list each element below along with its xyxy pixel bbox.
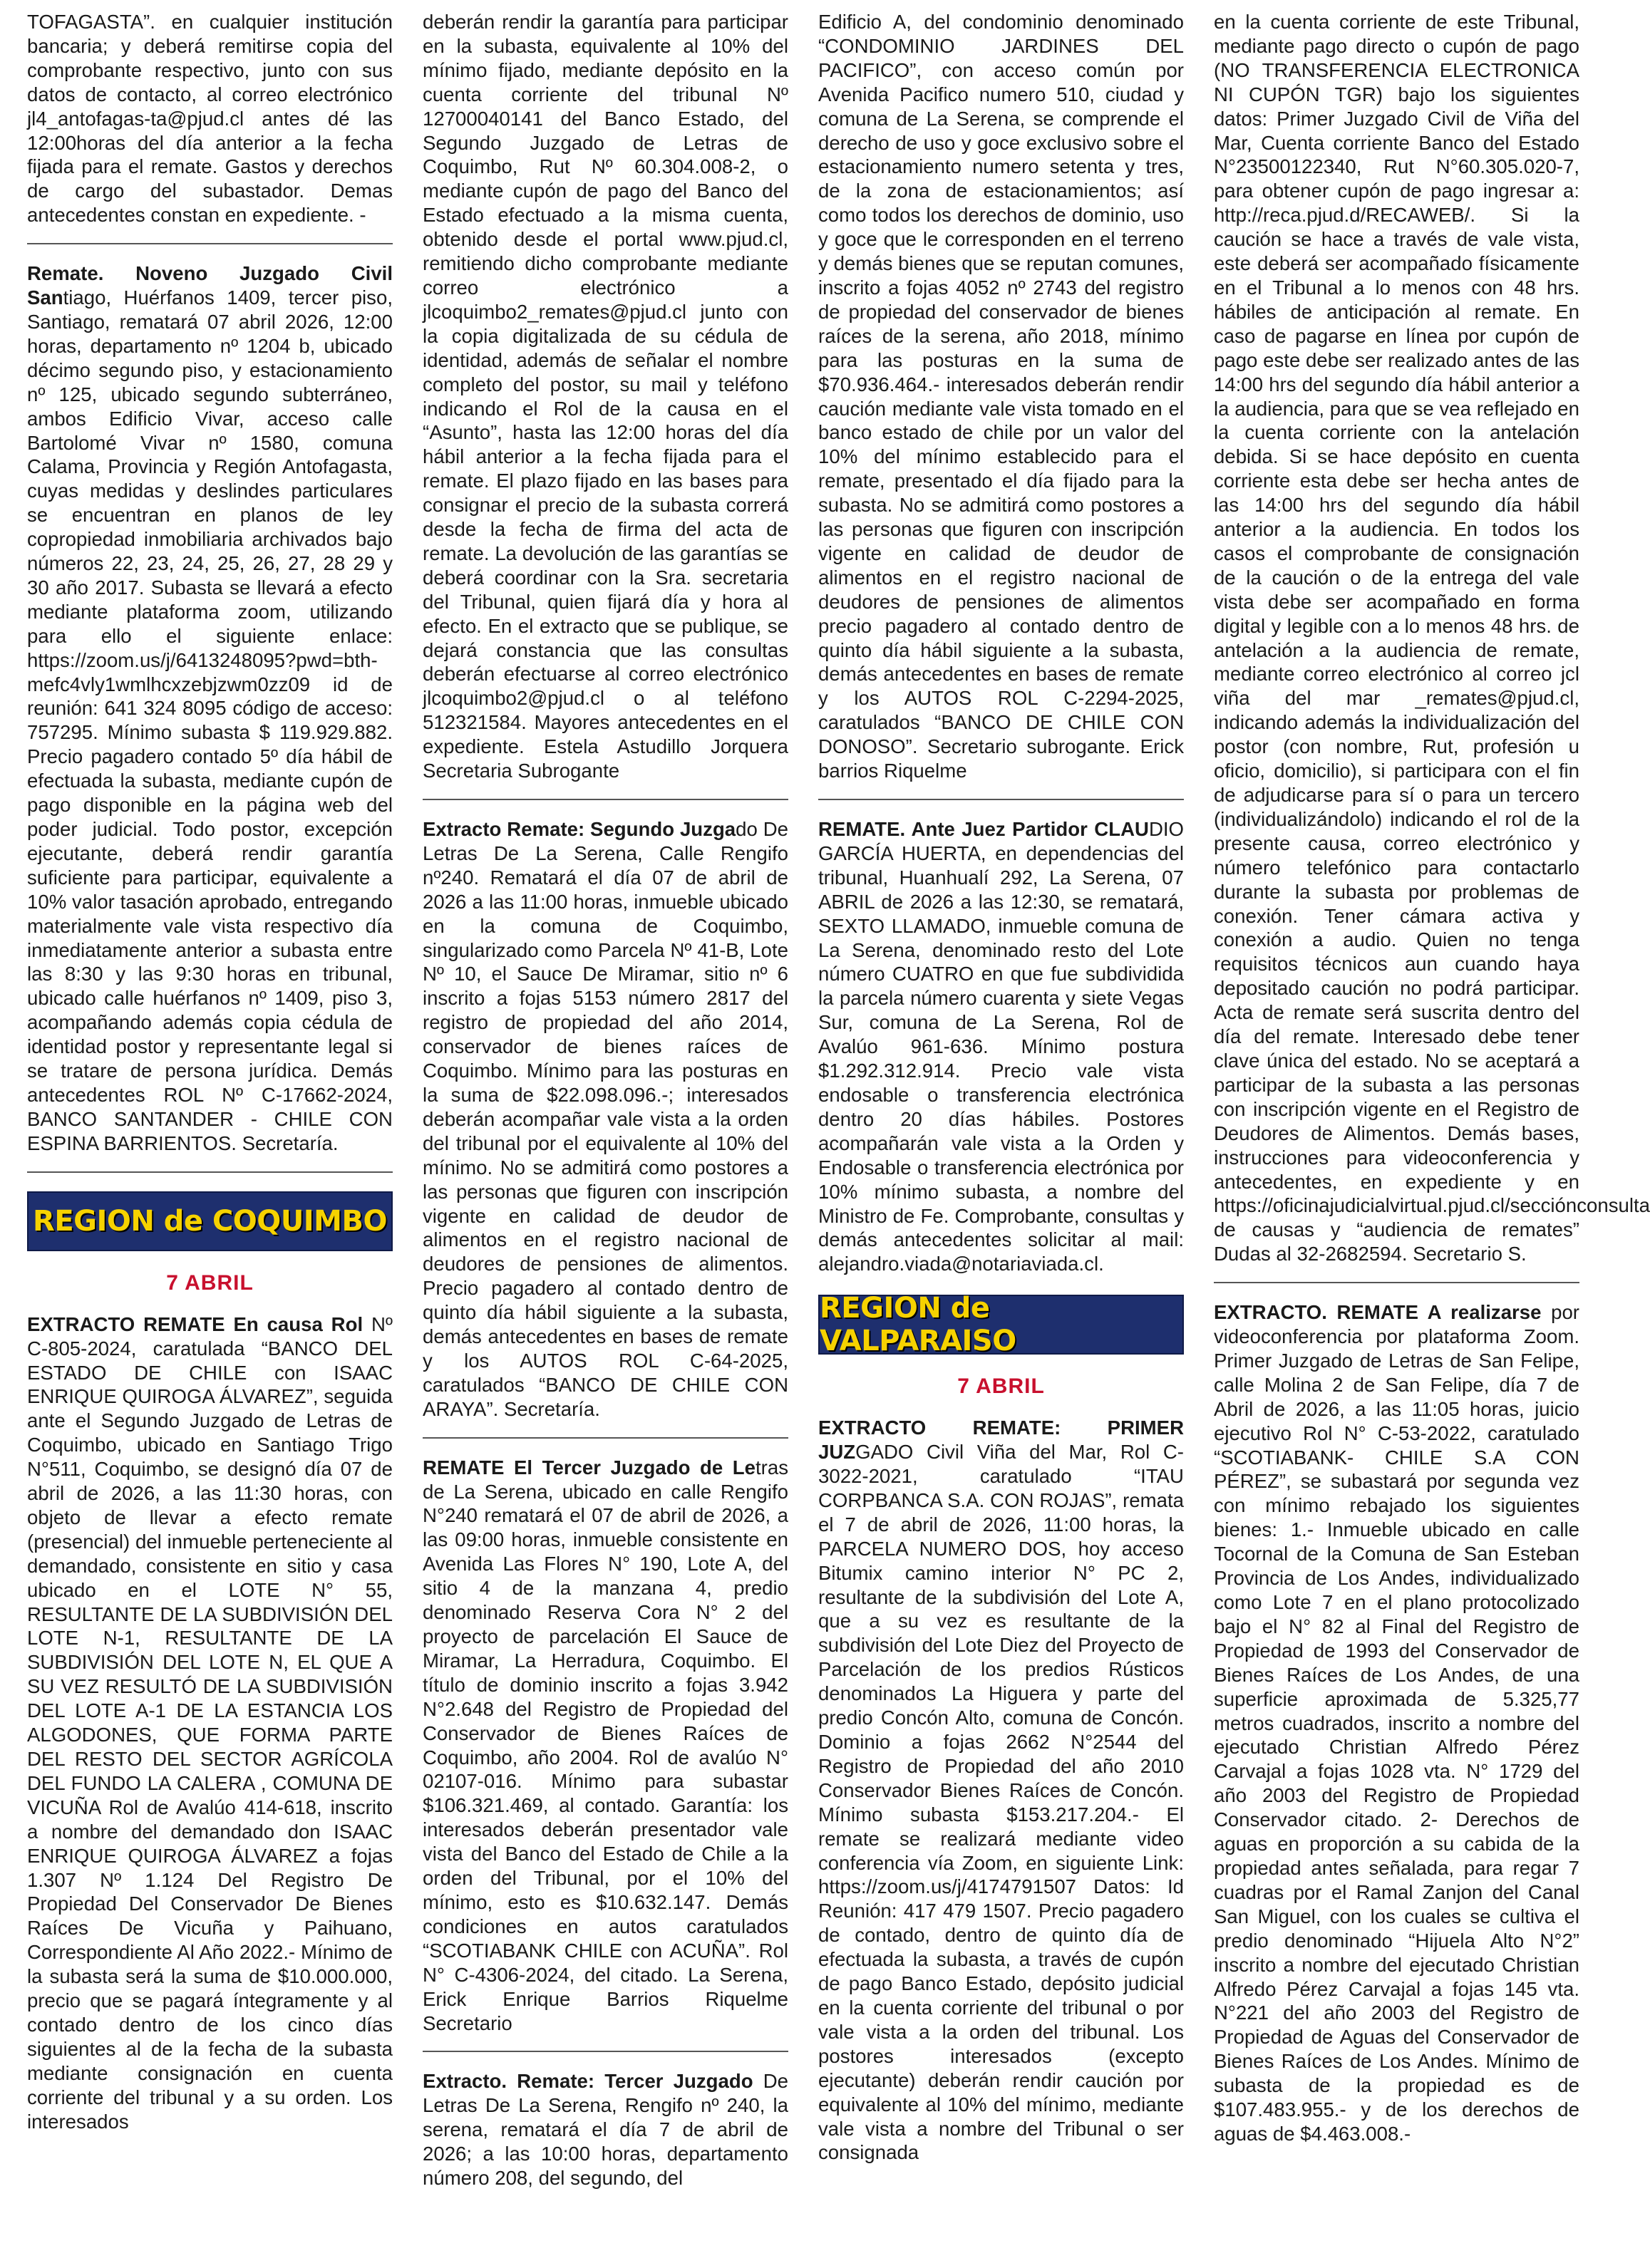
notice-lead: EXTRACTO. REMATE A realizarse <box>1214 1301 1542 1324</box>
divider <box>423 2051 788 2052</box>
notice-lead: Extracto. Remate: Tercer Juzgado <box>423 2070 753 2093</box>
notice-lead: REMATE. Ante Juez Partidor CLAU <box>818 818 1149 840</box>
notice: TOFAGASTA”. en cualquier institución bancaria; y deberá remitirse copia del comprobante respectivo, junto con sus datos de contacto, al correo electrónico jl4_antofagas-ta@pjud.cl antes dé las 12:00horas del día anterior a la fecha fijada para el remate. Gastos y derechos de cargo del subastador. Demas antecedentes constan en expediente. - <box>27 11 393 227</box>
notice: deberán rendir la garantía para participar en la subasta, equivalente al 10% del mínimo fijado, mediante depósito en la cuenta corriente del tribunal Nº 12700040141 del Banco Estado, del Segundo Juzgado de Letras de Coquimbo, Rut Nº 60.304.008-2, o mediante cupón de pago del Banco del Estado efectuado a la misma cuenta, obtenido desde el portal www.pjud.cl, remitiendo dicho comprobante mediante correo electrónico a jlcoquimbo2_remates@pjud.cl junto con la copia digitalizada de su cédula de identidad, además de señalar el nombre completo del postor, su mail y teléfono indicando el Rol de la causa en el “Asunto”, hasta las 12:00 horas del día hábil anterior a la fecha fijada para el remate. El plazo fijado en las bases para consignar el precio de la subasta correrá desde la fecha de firma del acta de remate. La devolución de las garantías se deberá coordinar con la Sra. secretaria del Tribunal, quien fijará día y hora al efecto. En el extracto que se publique, se dejará constancia que las consultas deberán efectuarse al correo electrónico jlcoquimbo2@pjud.cl o al teléfono 512321584. Mayores antecedentes en el expediente. Estela Astudillo Jorquera Secretaria Subrogante <box>423 11 788 782</box>
divider <box>423 1437 788 1439</box>
column-3 <box>818 10 1184 2262</box>
divider <box>1214 1282 1579 1283</box>
notice: Extracto Remate: Segundo Juzgado De Letras De La Serena, Calle Rengifo nº240. Rematará el día 07 de abril de 2026 a las 11:00 horas, inmueble ubicado en la comuna de Coquimbo, singularizado como Parcela Nº 41-B, Lote Nº 10, el Sauce De Miramar, sitio nº 6 inscrito a fojas 5153 número 2817 del registro de propiedad del año 2014, conservador de bienes raíces de Coquimbo. Mínimo para las posturas en la suma de $22.098.096.-; interesados deberán acompañar vale vista a la orden del tribunal por el equivalente al 10% del mínimo. No se admitirá como postores a las personas que figuren con inscripción vigente en calidad de deudor de alimentos en el registro nacional de deudores de pensiones de alimentos. Precio pagadero al contado dentro de quinto día hábil siguiente a la subasta, demás antecedentes en bases de remate y los AUTOS ROL C-64-2025, caratulados “BANCO DE CHILE CON ARAYA”. Secretaría. <box>423 818 788 1420</box>
column-1 <box>27 10 393 2262</box>
notice: Edificio A, del condominio denominado “CONDOMINIO JARDINES DEL PACIFICO”, con acceso común por Avenida Pacifico numero 510, ciudad y comuna de La Serena, se comprende el derecho de uso y goce exclusivo sobre el estacionamiento numero setenta y tres, de la zona de estacionamientos; así como todos los derechos de dominio, uso y goce que le corresponden en el terreno y demás bienes que se reputan comunes, inscrito a fojas 4052 nº 2743 del registro de propiedad del conservador de bienes raíces de la serena, año 2018, mínimo para las posturas en la suma de $70.936.464.- interesados deberán rendir caución mediante vale vista tomado en el banco estado de chile por un valor del 10% del mínimo establecido para el remate, presentado el día fijado para la subasta. No se admitirá como postores a las personas que figuren con inscripción vigente en calidad de deudor de alimentos en el registro nacional de deudores de pensiones de alimentos precio pagadero al contado dentro de quinto día hábil siguiente a la subasta, demás antecedentes en bases de remate y los AUTOS ROL C-2294-2025, caratulados “BANCO DE CHILE CON DONOSO”. Secretario subrogante. Erick barrios Riquelme <box>818 11 1184 782</box>
notice: EXTRACTO REMATE: PRIMER JUZGADO Civil Viña del Mar, Rol C-3022-2021, caratulado “ITAU CORPBANCA S.A. CON ROJAS”, remata el 7 de abril de 2026, 11:00 horas, la PARCELA NUMERO DOS, hoy acceso Bitumix camino interior N° PC 2, resultante de la subdivisión del Lote A, que a su vez es resultante de la subdivisión del Lote Diez del Proyecto de Parcelación de los predios Rústicos denominados La Higuera y parte del predio Concón Alto, comuna de Concón. Dominio a fojas 2662 N°2544 del Registro de Propiedad del año 2010 Conservador Bienes Raíces de Concón. Mínimo subasta $153.217.204.- El remate se realizará mediante video conferencia vía Zoom, en siguiente Link: https://zoom.us/j/4174791507 Datos: Id Reunión: 417 479 1507. Precio pagadero de contado, dentro de quinto día de efectuada la subasta, a través de cupón de pago Banco Estado, depósito judicial en la cuenta corriente del tribunal o por vale vista a la orden del tribunal. Los postores interesados (excepto ejecutante) deberán rendir caución por equivalente al 10% del mínimo, mediante vale vista a nombre del Tribunal o ser consignada <box>818 1417 1184 2164</box>
notice: en la cuenta corriente de este Tribunal, mediante pago directo o cupón de pago (NO TRANSFERENCIA ELECTRONICA NI CUPÓN TGR) bajo los siguientes datos: Primer Juzgado Civil de Viña del Mar, Cuenta corriente Banco del Estado N°23500122340, Rut N°60.305.020-7, para obtener cupón de pago ingresar a: http://reca.pjud.d/RECAWEB/. Si la caución se hace a través de vale vista, este deberá ser acompañado físicamente en el Tribunal a lo menos con 48 hrs. hábiles de anticipación al remate. En caso de pagarse en línea por cupón de pago este debe ser realizado antes de las 14:00 hrs del segundo día hábil anterior a la audiencia, para que se vea reflejado en la cuenta corriente con la antelación debida. Si se hace depósito en cuenta corriente esta debe ser hecha antes de las 14:00 hrs del segundo día hábil anterior a la audiencia. En todos los casos el comprobante de consignación de la caución o de la entrega del vale vista debe ser acompañado en forma digital y legible con a lo menos 48 hrs. de antelación a la audiencia de remate, mediante correo electrónico al correo jcl viña del mar _remates@pjud.cl, indicando además la individualización del postor (con nombre, Rut, profesión u oficio, domicilio), si participara con el fin de adjudicarse para sí o para un tercero (individualizándolo) indicando el rol de la presente causa, correo electrónico y número telefónico para contactarlo durante la subasta por problemas de conexión. Tener cámara activa y conexión a audio. Quien no tenga requisitos técnicos aun cuando haya depositado caución no podrá participar. Acta de remate será suscrita dentro del día del remate. Interesado debe tener clave única del estado. No se aceptará a participar de la subasta a las personas con inscripción vigente en el Registro de Deudores de Alimentos. Demás bases, instrucciones para videoconferencia y antecedentes, en expediente y en https://oficinajudicialvirtual.pjud.cl/secciónconsulta de causas y “audiencia de remates” Dudas al 32-2682594. Secretario S. <box>1214 11 1650 1265</box>
column-2 <box>423 10 788 2262</box>
newspaper-page <box>27 10 1650 2262</box>
notice-lead: Remate. Noveno Juzgado Civil San <box>27 262 393 309</box>
notice: REMATE. Ante Juez Partidor CLAUDIO GARCÍA HUERTA, en dependencias del tribunal, Huanhualí 292, La Serena, 07 ABRIL de 2026 a las 12:30, se rematará, SEXTO LLAMADO, inmueble comuna de La Serena, denominado resto del Lote número CUATRO en que fue subdividida la parcela número cuarenta y siete Vegas Sur, comuna de La Serena, Rol de Avalúo 961-636. Mínimo postura $1.292.312.914. Precio vale vista endosable o transferencia electrónica dentro 20 días hábiles. Postores acompañarán vale vista a la Orden y Endosable o transferencia electrónica por 10% mínimo subasta, a nombre del Ministro de Fe. Comprobante, consultas y demás antecedentes solicitar al mail: alejandro.viada@notariaviada.cl. <box>818 818 1184 1275</box>
notice: EXTRACTO REMATE En causa Rol Nº C-805-2024, caratulada “BANCO DEL ESTADO DE CHILE con ISAAC ENRIQUE QUIROGA ÁLVAREZ”, seguida ante el Segundo Juzgado de Letras de Coquimbo, ubicado en Santiago Trigo N°511, Coquimbo, se designó día 07 de abril de 2026, a las 11:30 horas, con objeto de llevar a efecto remate (presencial) del inmueble perteneciente al demandado, consistente en sitio y casa ubicado en el LOTE N° 55, RESULTANTE DE LA SUBDIVISIÓN DEL LOTE N-1, RESULTANTE DE LA SUBDIVISIÓN DEL LOTE N, EL QUE A SU VEZ RESULTÓ DE LA SUBDIVISIÓN DEL LOTE A-1 DE LA ESTANCIA LOS ALGODONES, QUE FORMA PARTE DEL RESTO DEL SECTOR AGRÍCOLA DEL FUNDO LA CALERA , COMUNA DE VICUÑA Rol de Avalúo 414-618, inscrito a nombre del demandado don ISAAC ENRIQUE QUIROGA ÁLVAREZ a fojas 1.307 Nº 1.124 Del Registro De Propiedad Del Conservador De Bienes Raíces De Vicuña y Paihuano, Correspondiente Al Año 2022.- Mínimo de la subasta será la suma de $10.000.000, precio que se pagará íntegramente y al contado dentro de los cinco días siguientes al de la fecha de la subasta mediante consignación en cuenta corriente del tribunal y a su orden. Los interesados <box>27 1312 393 2133</box>
divider <box>818 799 1184 800</box>
notice-lead: Extracto Remate: Segundo Juzga <box>423 818 736 840</box>
notice: EXTRACTO. REMATE A realizarse por videoconferencia por plataforma Zoom. Primer Juzgado de Letras de San Felipe, calle Molina 2 de San Felipe, día 7 de Abril de 2026, a las 11:05 horas, juicio ejecutivo Rol N° C-53-2022, caratulado “SCOTIABANK- CHILE S.A CON PÉREZ”, se subastará por segunda vez con mínimo rebajado los siguientes bienes: 1.- Inmueble ubicado en calle Tocornal de la Comuna de San Esteban Provincia de Los Andes, individualizado como Lote 7 en el plano protocolizado bajo el N° 82 al Final del Registro de Propiedad de 1993 del Conservador de Bienes Raíces de Los Andes, de una superficie aproximada de 5.325,77 metros cuadrados, inscrito a nombre del ejecutado Christian Alfredo Pérez Carvajal a fojas 1028 vta. N° 1729 del año 2003 del Registro de Propiedad Conservador citado. 2- Derechos de aguas en proporción a su cabida de la propiedad antes señalada, para regar 7 cuadras por el Ramal Zanjon del Canal San Miguel, con los cuales se cultiva el predio denominado “Hijuela Alto N°2” inscrito a nombre del ejecutado Christian Alfredo Pérez Carvajal a fojas 145 vta. N°221 del año 2003 del Registro de Propiedad de Aguas del Conservador de Bienes Raíces de Los Andes. Mínimo de subasta de la propiedad es de $107.483.955.- y de los derechos de aguas de $4.463.008.- <box>1214 1301 1579 2145</box>
column-4 <box>1214 10 1650 2262</box>
region-banner: REGION de COQUIMBO <box>27 1191 393 1251</box>
divider <box>27 1171 393 1173</box>
date-heading: 7 ABRIL <box>957 1374 1045 1399</box>
notice: Remate. Noveno Juzgado Civil Santiago, Huérfanos 1409, tercer piso, Santiago, rematará 07 abril 2026, 12:00 horas, departamento nº 1204 b, ubicado décimo segundo piso, y estacionamiento nº 125, ubicado segundo subterráneo, ambos Edificio Vivar, acceso calle Bartolomé Vivar nº 1580, comuna Calama, Provincia y Región Antofagasta, cuyas medidas y deslindes particulares se encuentran en planos de ley copropiedad inmobiliaria archivados bajo números 22, 23, 24, 25, 26, 27, 28 29 y 30 año 2017. Subasta se llevará a efecto mediante plataforma zoom, utilizando para ello el siguiente enlace: https://zoom.us/j/6413248095?pwd=bth-mefc4vly1wmlhcxzebjzwm0zz09 id de reunión: 641 324 8095 código de acceso: 757295. Mínimo subasta $ 119.929.882. Precio pagadero contado 5º día hábil de efectuada la subasta, mediante cupón de pago disponible en la página web del poder judicial. Todo postor, excepción ejecutante, deberá rendir garantía suficiente para participar, equivalente a 10% valor tasación aprobado, entregando materialmente vale vista respectivo día inmediatamente anterior a subasta entre las 8:30 y las 9:30 horas en tribunal, ubicado calle huérfanos nº 1409, piso 3, acompañando además copia cédula de identidad postor y representante legal si se tratare de persona jurídica. Demás antecedentes ROL Nº C-17662-2024, BANCO SANTANDER - CHILE CON ESPINA BARRIENTOS. Secretaría. <box>27 262 393 1154</box>
notice: Extracto. Remate: Tercer Juzgado De Letras De La Serena, Rengifo nº 240, la serena, rematará el día 7 de abril de 2026; a las 10:00 horas, departamento número 208, del segundo, del <box>423 2070 788 2190</box>
notice-lead: EXTRACTO REMATE: PRIMER JUZ <box>818 1417 1184 1464</box>
divider <box>27 243 393 244</box>
notice-lead: EXTRACTO REMATE En causa Rol <box>27 1312 363 1335</box>
region-banner: REGION de VALPARAISO <box>818 1295 1184 1355</box>
date-heading: 7 ABRIL <box>166 1270 254 1295</box>
notice: REMATE El Tercer Juzgado de Letras de La Serena, ubicado en calle Rengifo N°240 rematará el 07 de abril de 2026, a las 09:00 horas, inmueble consistente en Avenida Las Flores N° 190, Lote A, del sitio 4 de la manzana 4, predio denominado Reserva Cora N° 2 del proyecto de parcelación El Sauce de Miramar, La Herradura, Coquimbo. El título de dominio inscrito a fojas 3.942 N°2.648 del Registro de Propiedad del Conservador de Bienes Raíces de Coquimbo, año 2004. Rol de avalúo N° 02107-016. Mínimo para subastar $106.321.469, al contado. Garantía: los interesados deberán presentador vale vista del Banco del Estado de Chile a la orden del Tribunal, por el 10% del mínimo, esto es $10.632.147. Demás condiciones en autos caratulados “SCOTIABANK CHILE con ACUÑA”. Rol N° C-4306-2024, del citado. La Serena, Erick Enrique Barrios Riquelme Secretario <box>423 1456 788 2034</box>
notice-lead: REMATE El Tercer Juzgado de Le <box>423 1456 756 1479</box>
divider <box>423 799 788 800</box>
